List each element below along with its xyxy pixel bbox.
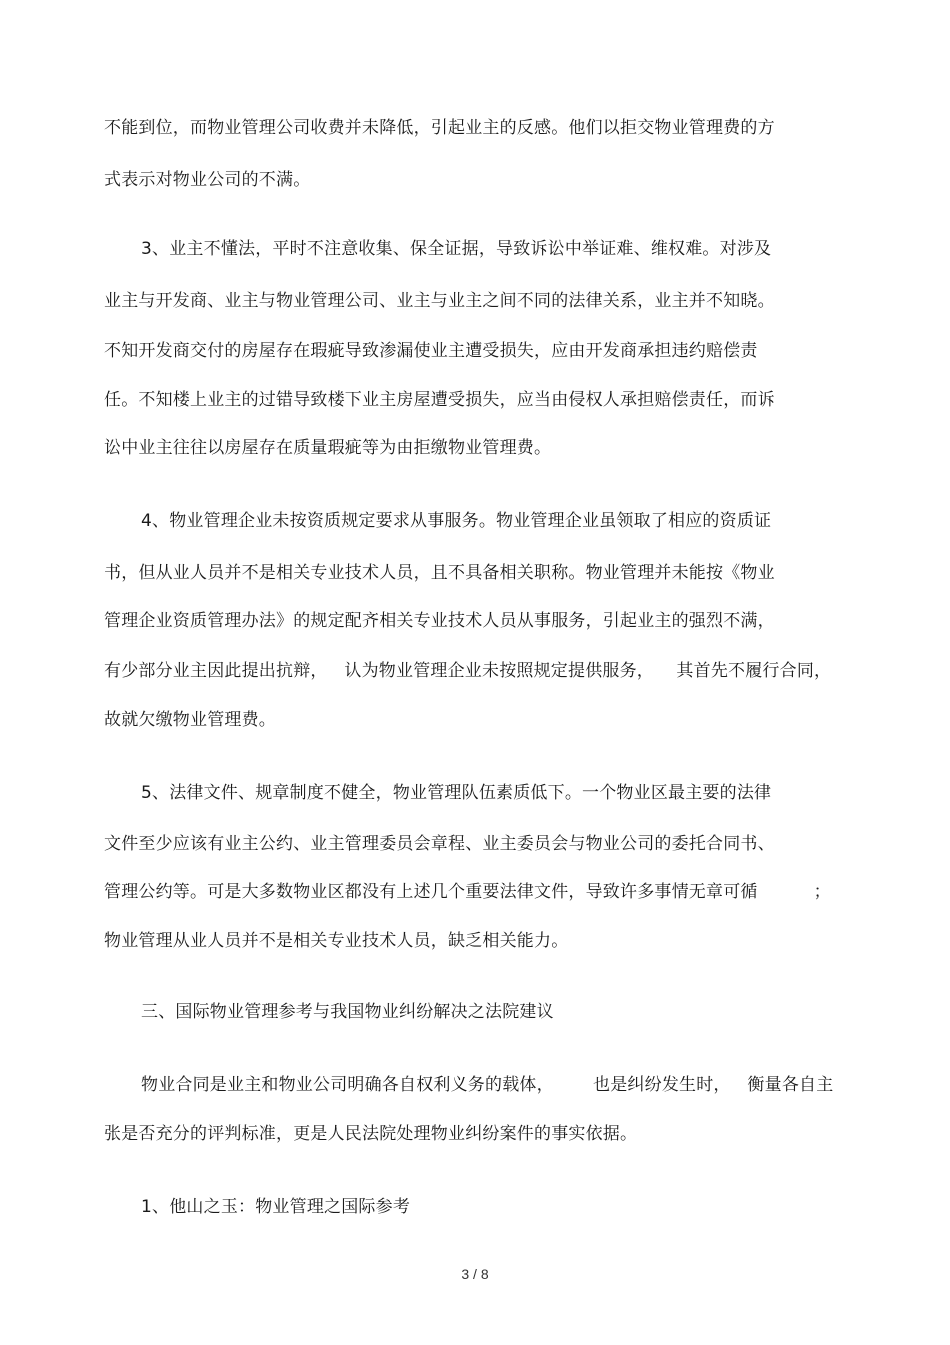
paragraph-line: 式表示对物业公司的不满。 [104, 170, 311, 190]
paragraph-line: 讼中业主往往以房屋存在质量瑕疵等为由拒缴物业管理费。 [104, 438, 552, 458]
paragraph-line: 张是否充分的评判标准，更是人民法院处理物业纠纷案件的事实依据。 [104, 1124, 638, 1144]
section-heading: 三、国际物业管理参考与我国物业纠纷解决之法院建议 [141, 1002, 554, 1022]
paragraph-line: 管理公约等。可是大多数物业区都没有上述几个重要法律文件，导致许多事情无章可循 ； [104, 882, 831, 902]
paragraph-line: 管理企业资质管理办法》的规定配齐相关专业技术人员从事服务，引起业主的强烈不满， [104, 611, 775, 631]
subsection-heading: 1、他山之玉：物业管理之国际参考 [141, 1197, 411, 1217]
paragraph-line: 故就欠缴物业管理费。 [104, 710, 276, 730]
paragraph-line: 任。不知楼上业主的过错导致楼下业主房屋遭受损失，应当由侵权人承担赔偿责任，而诉 [104, 390, 775, 410]
paragraph-line: 业主与开发商、业主与物业管理公司、业主与业主之间不同的法律关系，业主并不知晓。 [104, 291, 775, 311]
paragraph-line: 物业管理从业人员并不是相关专业技术人员，缺乏相关能力。 [104, 931, 569, 951]
paragraph-line: 文件至少应该有业主公约、业主管理委员会章程、业主委员会与物业公司的委托合同书、 [104, 834, 775, 854]
paragraph-line: 3、业主不懂法，平时不注意收集、保全证据，导致诉讼中举证难、维权难。对涉及 [141, 239, 772, 259]
paragraph-line: 不能到位，而物业管理公司收费并未降低，引起业主的反感。他们以拒交物业管理费的方 [104, 118, 775, 138]
paragraph-line: 书，但从业人员并不是相关专业技术人员，且不具备相关职称。物业管理并未能按《物业 [104, 563, 775, 583]
paragraph-line: 5、法律文件、规章制度不健全，物业管理队伍素质低下。一个物业区最主要的法律 [141, 783, 772, 803]
paragraph-line: 4、物业管理企业未按资质规定要求从事服务。物业管理企业虽领取了相应的资质证 [141, 511, 772, 531]
paragraph-line: 物业合同是业主和物业公司明确各自权利义务的载体， 也是纠纷发生时， 衡量各自主 [141, 1075, 834, 1095]
page-number: 3 / 8 [461, 1266, 489, 1282]
paragraph-line: 不知开发商交付的房屋存在瑕疵导致渗漏使业主遭受损失，应由开发商承担违约赔偿责 [104, 341, 758, 361]
paragraph-line: 有少部分业主因此提出抗辩， 认为物业管理企业未按照规定提供服务， 其首先不履行合同， [104, 661, 832, 681]
